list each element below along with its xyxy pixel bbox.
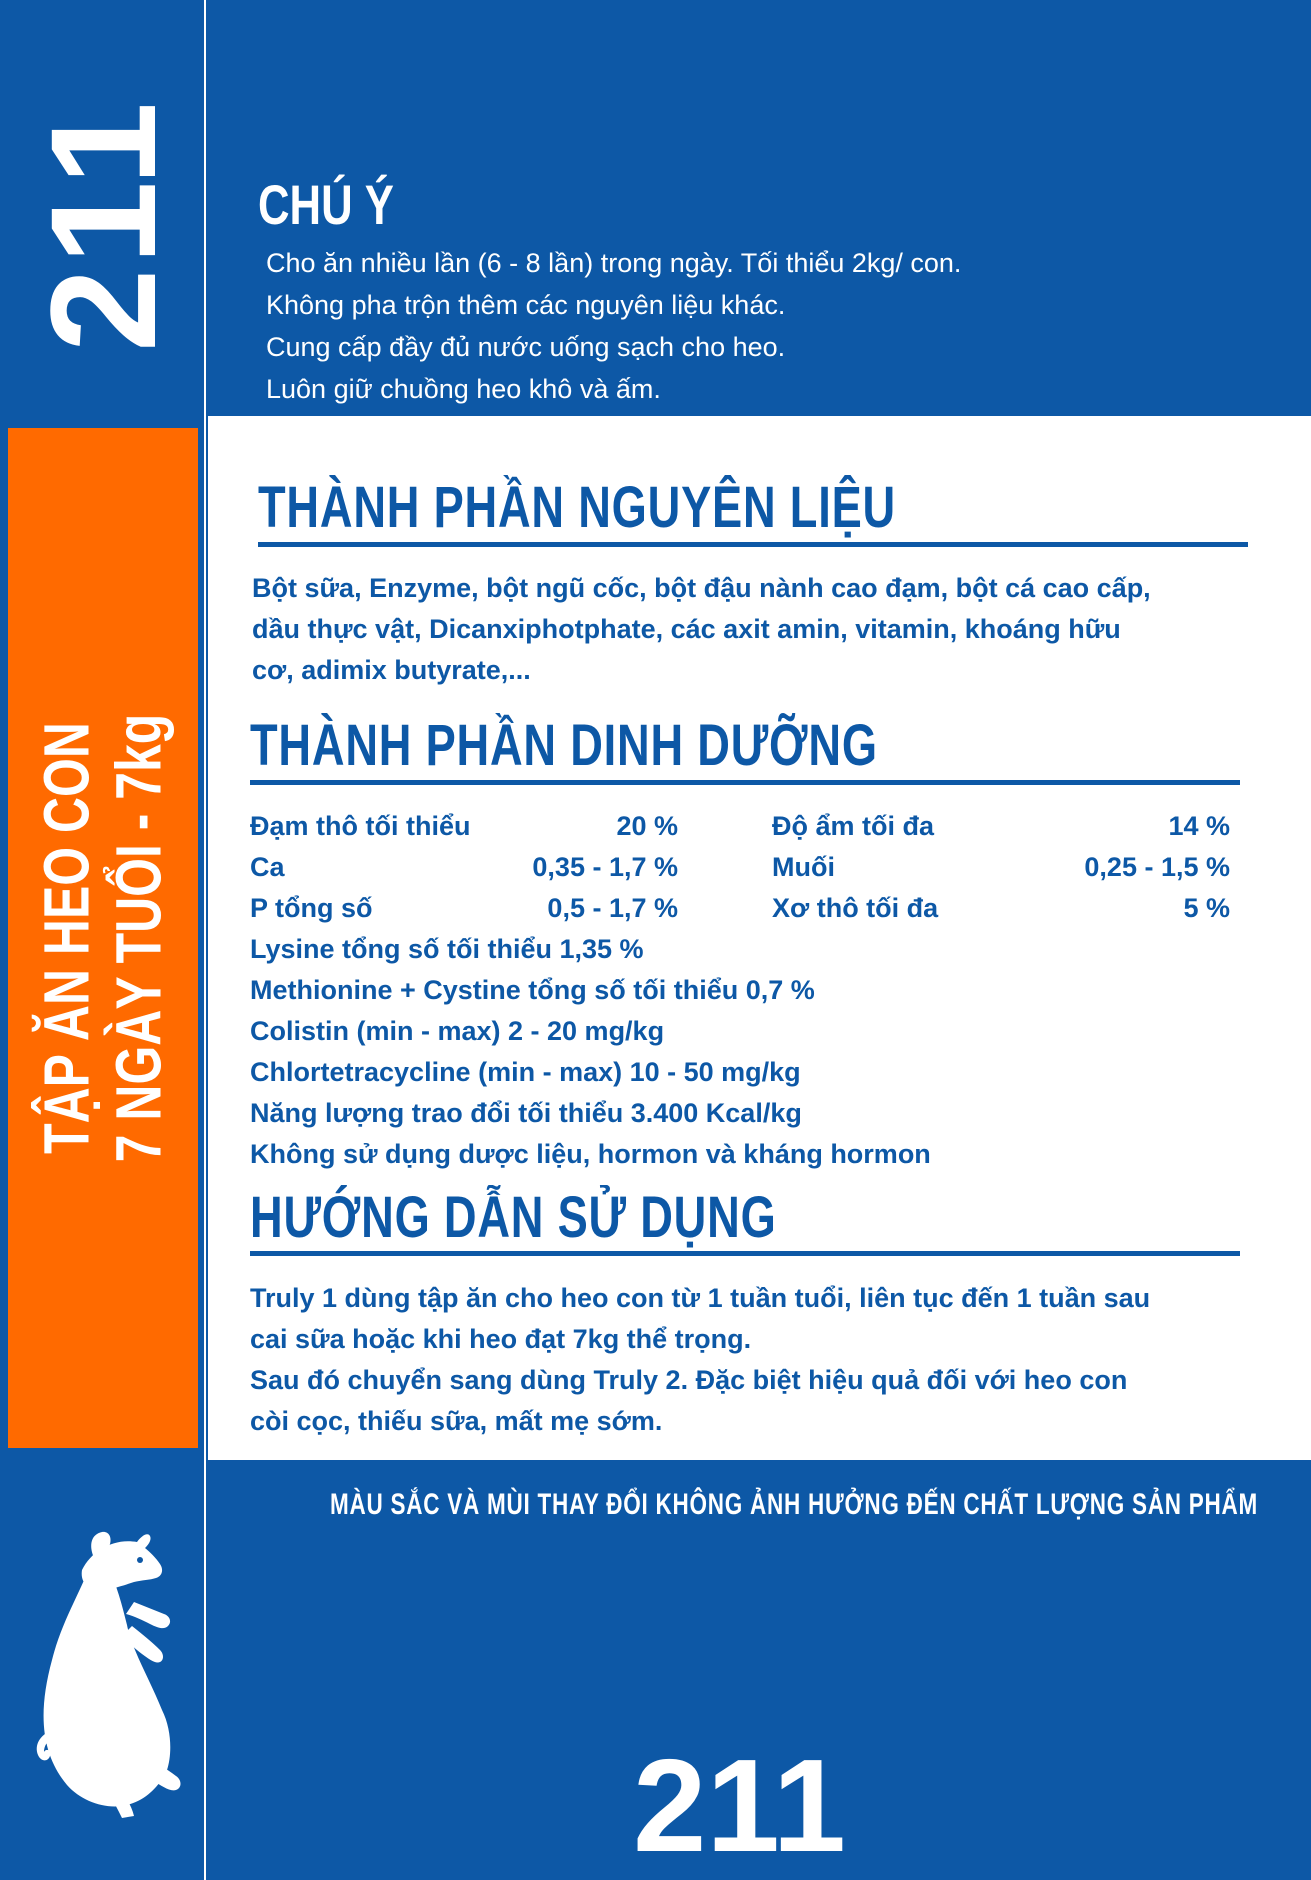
nutrition-line: Colistin (min - max) 2 - 20 mg/kg bbox=[250, 1016, 665, 1046]
chu-y-line: Luôn giữ chuồng heo khô và ấm. bbox=[266, 374, 661, 404]
pig-icon bbox=[22, 1530, 197, 1820]
footer-note: MÀU SẮC VÀ MÙI THAY ĐỔI KHÔNG ẢNH HƯỞNG ĐẾN CHẤT LƯỢNG SẢN PHẨM bbox=[330, 1488, 1258, 1521]
usage-divider bbox=[250, 1251, 1240, 1256]
nutrient-value: 14 % bbox=[1168, 811, 1230, 841]
nutrient-value: 0,35 - 1,7 % bbox=[532, 852, 678, 882]
chu-y-line: Cung cấp đầy đủ nước uống sạch cho heo. bbox=[266, 332, 786, 362]
product-code-vertical: 211 bbox=[19, 98, 187, 352]
product-name-panel bbox=[8, 428, 198, 1448]
chu-y-line: Không pha trộn thêm các nguyên liệu khác. bbox=[266, 290, 786, 320]
usage-text bbox=[250, 1278, 1150, 1442]
nutrition-line: Lysine tổng số tối thiểu 1,35 % bbox=[250, 934, 644, 964]
ingredients-line: dầu thực vật, Dicanxiphotphate, các axit amin, vitamin, khoáng hữu bbox=[252, 614, 1121, 644]
ingredients-divider bbox=[258, 542, 1248, 547]
usage-line: còi cọc, thiếu sữa, mất mẹ sớm. bbox=[250, 1406, 663, 1436]
ingredients-text bbox=[252, 568, 1151, 691]
nutrient-value: 5 % bbox=[1183, 893, 1230, 923]
nutrient-value: 0,25 - 1,5 % bbox=[1084, 852, 1230, 882]
product-name-line2: 7 NGÀY TUỔI - 7kg bbox=[102, 713, 174, 1163]
nutrient-value: 0,5 - 1,7 % bbox=[547, 893, 678, 923]
nutrition-line: Methionine + Cystine tổng số tối thiểu 0,7 % bbox=[250, 975, 815, 1005]
chu-y-line: Cho ăn nhiều lần (6 - 8 lần) trong ngày. Tối thiểu 2kg/ con. bbox=[266, 248, 962, 278]
product-name bbox=[31, 651, 174, 1226]
nutrient-label: Muối bbox=[772, 852, 835, 882]
nutrition-divider bbox=[250, 780, 1240, 785]
nutrient-label: Ca bbox=[250, 852, 285, 882]
nutrient-value: 20 % bbox=[616, 811, 678, 841]
product-name-line1: TẬP ĂN HEO CON bbox=[30, 722, 103, 1154]
nutrition-line: Chlortetracycline (min - max) 10 - 50 mg/kg bbox=[250, 1057, 801, 1087]
usage-line: Truly 1 dùng tập ăn cho heo con từ 1 tuần tuổi, liên tục đến 1 tuần sau bbox=[250, 1283, 1151, 1313]
nutrient-label: Độ ẩm tối đa bbox=[772, 811, 935, 841]
ingredients-line: cơ, adimix butyrate,... bbox=[252, 655, 531, 685]
ingredients-title: THÀNH PHẦN NGUYÊN LIỆU bbox=[258, 475, 896, 540]
nutrition-list bbox=[250, 929, 931, 1175]
usage-title: HƯỚNG DẪN SỬ DỤNG bbox=[250, 1185, 777, 1250]
usage-line: cai sữa hoặc khi heo đạt 7kg thể trọng. bbox=[250, 1324, 752, 1354]
ingredients-line: Bột sữa, Enzyme, bột ngũ cốc, bột đậu nành cao đạm, bột cá cao cấp, bbox=[252, 573, 1151, 603]
nutrient-label: P tổng số bbox=[250, 893, 373, 923]
left-column bbox=[0, 0, 206, 1880]
nutrition-line: Năng lượng trao đổi tối thiểu 3.400 Kcal/kg bbox=[250, 1098, 802, 1128]
usage-line: Sau đó chuyển sang dùng Truly 2. Đặc biệt hiệu quả đối với heo con bbox=[250, 1365, 1128, 1395]
nutrition-title: THÀNH PHẦN DINH DƯỠNG bbox=[250, 713, 878, 778]
product-code: 211 bbox=[633, 1732, 846, 1879]
nutrition-row bbox=[250, 847, 1230, 888]
nutrient-label: Xơ thô tối đa bbox=[772, 893, 939, 923]
nutrition-row bbox=[250, 806, 1230, 847]
chu-y-title: CHÚ Ý bbox=[258, 173, 394, 236]
chu-y-list bbox=[266, 242, 961, 410]
nutrition-row bbox=[250, 888, 1230, 929]
nutrition-line: Không sử dụng dược liệu, hormon và kháng hormon bbox=[250, 1139, 931, 1169]
nutrient-label: Đạm thô tối thiểu bbox=[250, 811, 471, 841]
